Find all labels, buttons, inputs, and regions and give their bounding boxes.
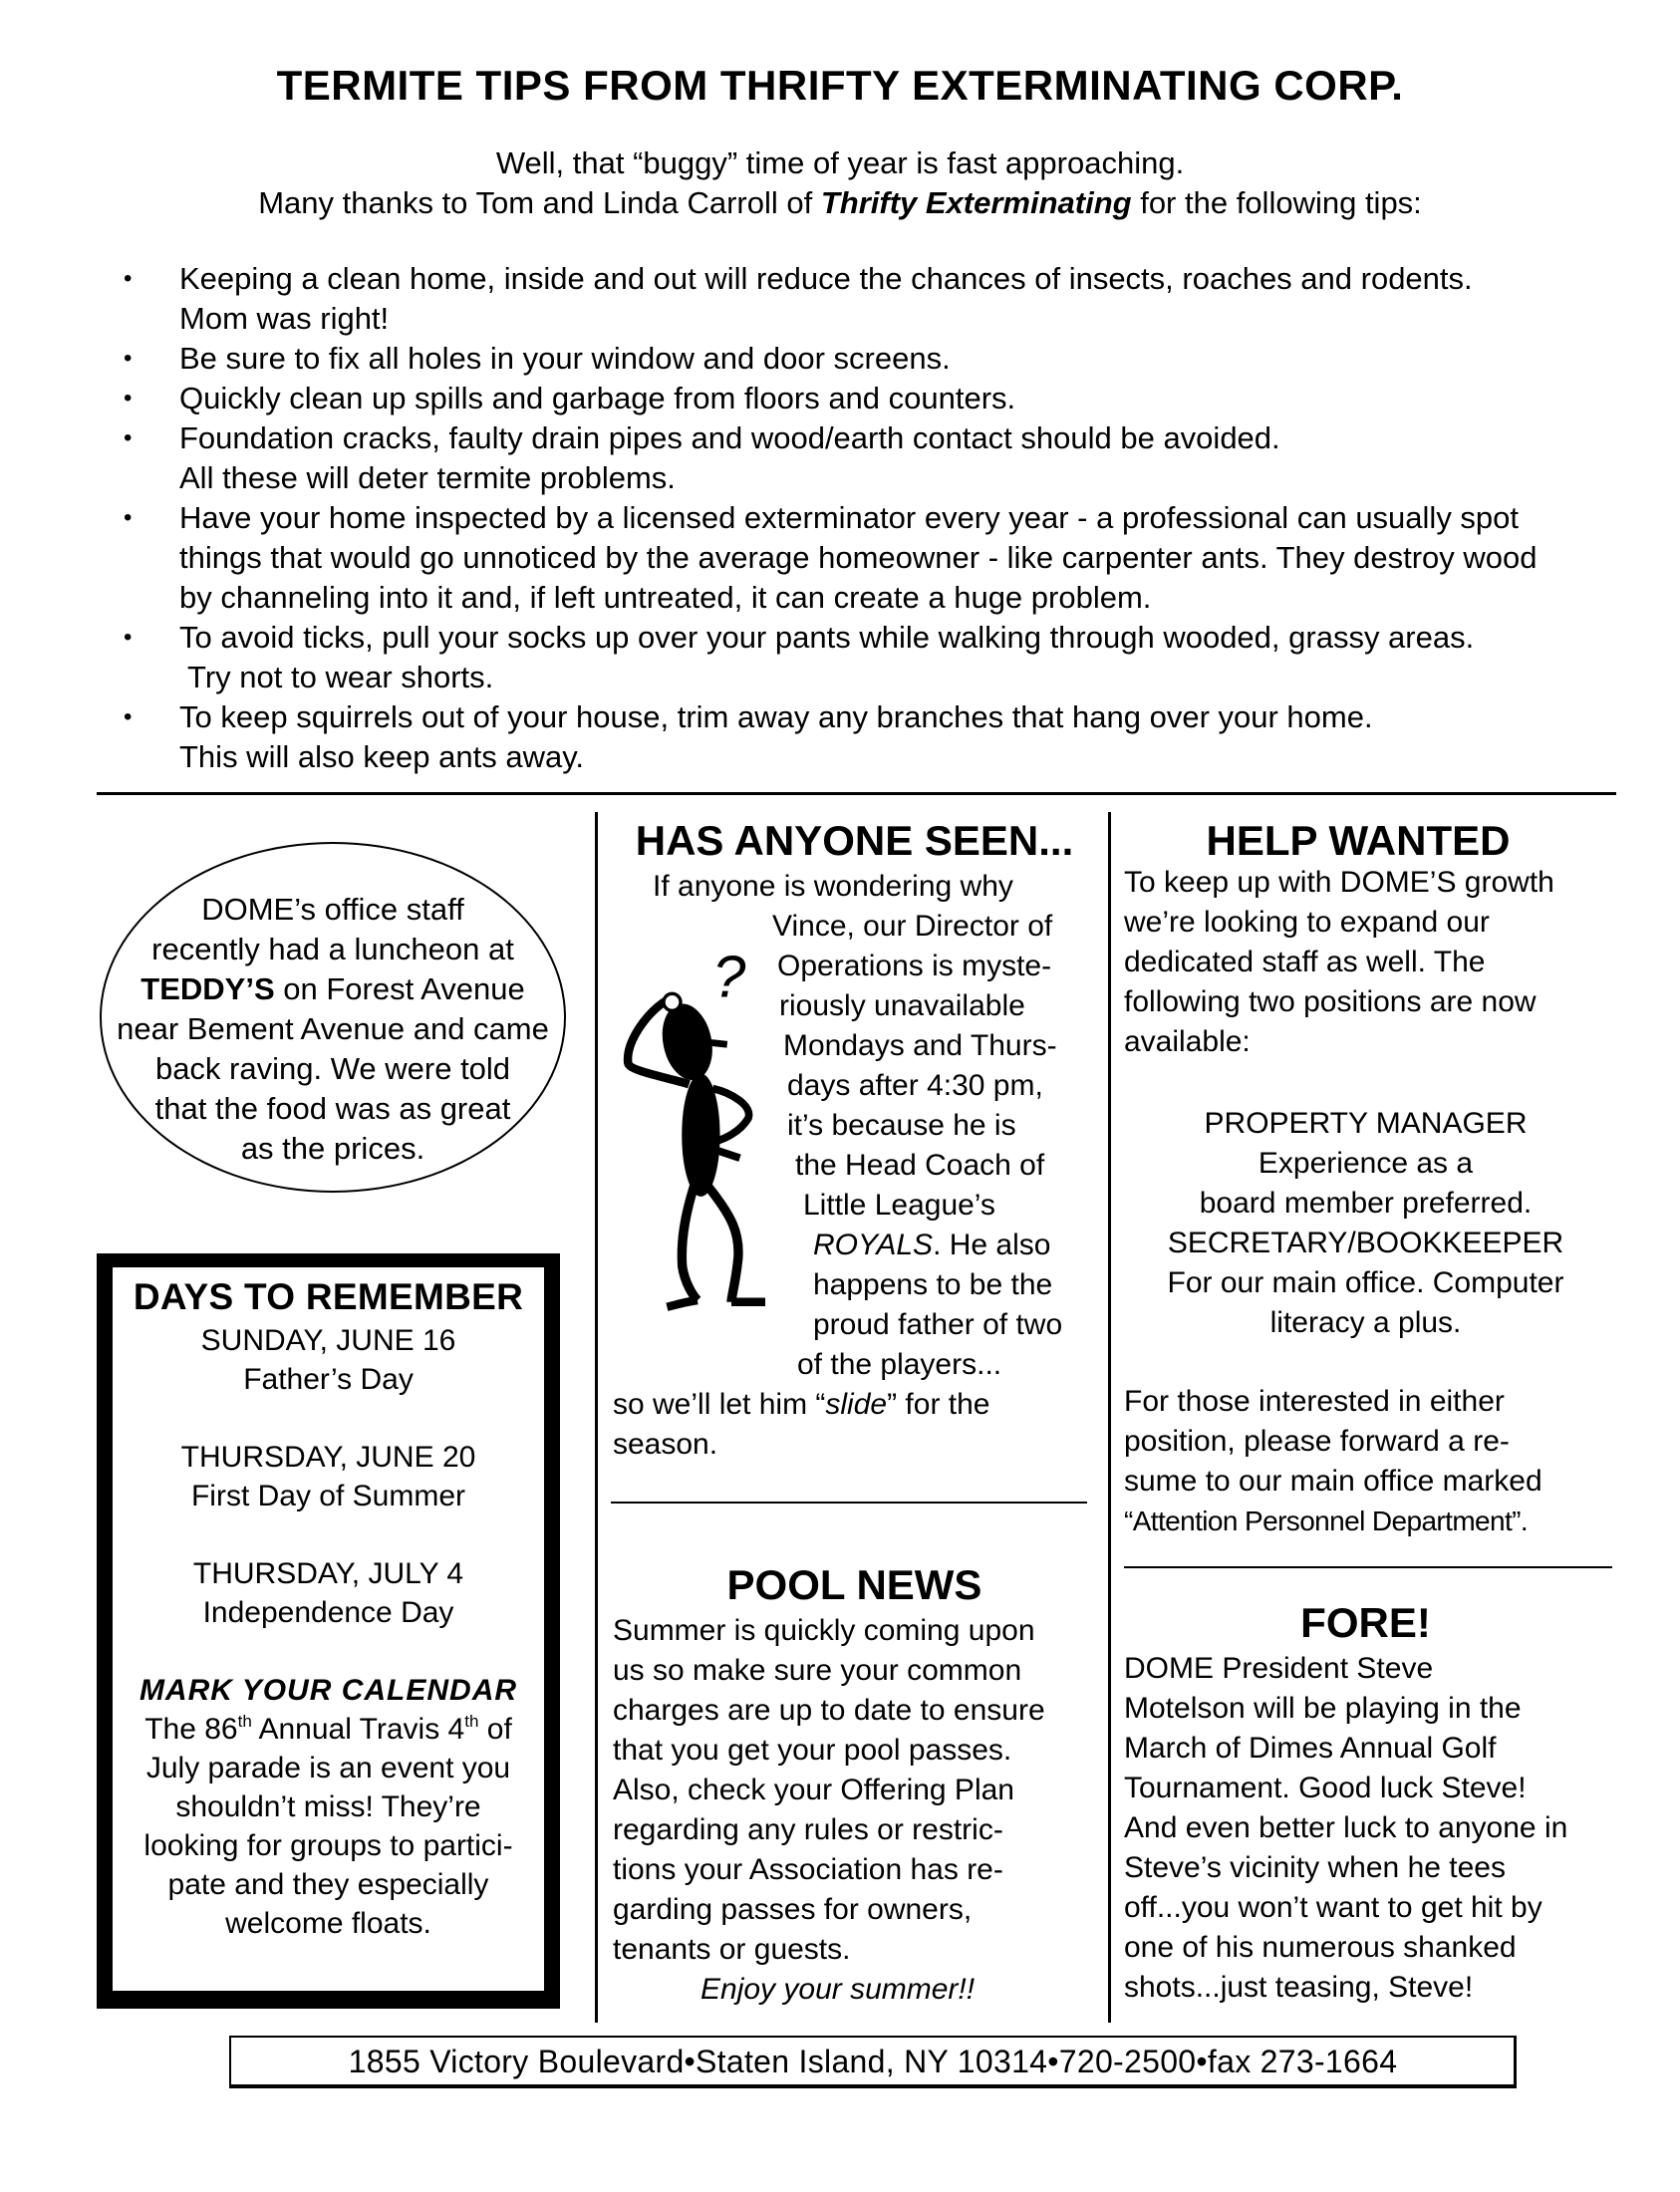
body-line: proud father of two — [813, 1308, 1063, 1341]
teddys-line: DOME’s office staff — [201, 892, 464, 927]
position-desc: board member preferred. — [1199, 1187, 1533, 1220]
section-divider — [611, 1502, 1087, 1504]
body-line: Mondays and Thurs- — [783, 1029, 1057, 1062]
body-line: Operations is myste- — [777, 950, 1052, 982]
tip-line: To avoid ticks, pull your socks up over your pants while walking through wooded, grassy areas. — [179, 620, 1475, 655]
event-date: THURSDAY, JULY 4 — [192, 1557, 464, 1590]
tip-line: All these will deter termite problems. — [179, 460, 676, 495]
footer-address: 1855 Victory Boulevard•Staten Island, NY 10314•720-2500•fax 273-1664 — [348, 2044, 1398, 2079]
bullet-icon: • — [124, 424, 133, 451]
body-line — [608, 1226, 1106, 1265]
body-line — [608, 1385, 1106, 1425]
body-line: season. — [613, 1428, 718, 1461]
fore-body — [1124, 1649, 1662, 2008]
tip-line: Quickly clean up spills and garbage from floors and counters. — [179, 381, 1016, 415]
column-divider-right — [1108, 812, 1111, 2023]
body-line: garding passes for owners, — [613, 1893, 973, 1926]
column-divider-left — [595, 812, 598, 2023]
position-desc: For our main office. Computer — [1167, 1266, 1564, 1299]
body-line: off...you won’t want to get hit by — [1124, 1891, 1542, 1924]
body-line: regarding any rules or restric- — [613, 1813, 1003, 1846]
bullet-icon: • — [124, 624, 133, 651]
tip-item — [110, 339, 1664, 379]
body-line: riously unavailable — [779, 989, 1025, 1022]
body-line: To keep up with DOME’S growth — [1124, 866, 1554, 899]
body-line: For those interested in either — [1124, 1385, 1505, 1418]
closing-line: Enjoy your summer!! — [700, 1973, 976, 2006]
restaurant-name: TEDDY’S — [140, 971, 275, 1006]
body-text: ” for the — [887, 1388, 990, 1421]
subtitle-text: Many thanks to Tom and Linda Carroll of — [258, 185, 821, 220]
position-desc: Experience as a — [1258, 1147, 1474, 1180]
question-mark-icon: ? — [712, 943, 746, 1010]
section-divider — [97, 792, 1616, 795]
body-line: If anyone is wondering why — [653, 870, 1013, 903]
days-heading: DAYS TO REMEMBER — [133, 1276, 524, 1317]
tip-item — [110, 259, 1664, 339]
tip-line: Be sure to fix all holes in your window and door screens. — [179, 341, 951, 376]
mark-line: July parade is an event you — [145, 1752, 511, 1784]
body-line: that you get your pool passes. — [613, 1734, 1012, 1767]
tip-line: This will also keep ants away. — [179, 739, 585, 774]
mark-line — [113, 1710, 544, 1749]
body-text: so we’ll let him “ — [613, 1388, 826, 1421]
body-line: position, please forward a re- — [1124, 1425, 1510, 1458]
mark-line: pate and they especially — [167, 1868, 489, 1901]
event-name: First Day of Summer — [190, 1480, 466, 1512]
body-line: charges are up to date to ensure — [613, 1694, 1045, 1727]
body-line: following two positions are now — [1124, 985, 1537, 1018]
mark-calendar-heading: MARK YOUR CALENDAR — [139, 1674, 518, 1707]
teddys-line — [100, 969, 566, 1009]
body-line: shots...just teasing, Steve! — [1124, 1971, 1474, 2004]
section-divider — [1124, 1566, 1612, 1568]
teddys-line-rest: on Forest Avenue — [274, 971, 525, 1006]
body-line: Tournament. Good luck Steve! — [1124, 1772, 1527, 1804]
page-title: TERMITE TIPS FROM THRIFTY EXTERMINATING CORP. — [276, 62, 1404, 109]
ordinal-suffix: th — [237, 1712, 252, 1731]
tip-line: To keep squirrels out of your house, trim away any branches that hang over your home. — [179, 699, 1373, 734]
body-line: “Attention Personnel Department”. — [1124, 1506, 1529, 1536]
help-wanted-apply — [1124, 1382, 1642, 1541]
body-line: And even better luck to anyone in — [1124, 1811, 1568, 1844]
event-date: SUNDAY, JUNE 16 — [200, 1324, 456, 1357]
help-wanted-positions — [1114, 1104, 1617, 1343]
tip-item — [110, 618, 1664, 697]
tip-line: Keeping a clean home, inside and out will reduce the chances of insects, roaches and rodents. — [179, 261, 1473, 296]
event-name: Father’s Day — [243, 1363, 414, 1396]
body-line: it’s because he is — [787, 1109, 1016, 1142]
subtitle-text: for the following tips: — [1131, 185, 1422, 220]
body-line: tions your Association has re- — [613, 1853, 1003, 1886]
emph-word: slide — [825, 1388, 888, 1421]
event-name: Independence Day — [202, 1596, 454, 1629]
body-line: happens to be the — [813, 1268, 1053, 1301]
body-line: tenants or guests. — [613, 1933, 851, 1966]
tip-line: Mom was right! — [179, 301, 390, 336]
body-line: one of his numerous shanked — [1124, 1931, 1517, 1964]
body-line: of the players... — [797, 1348, 1002, 1381]
body-line: March of Dimes Annual Golf — [1124, 1732, 1497, 1765]
help-wanted-heading: HELP WANTED — [1206, 817, 1511, 864]
body-line: available: — [1124, 1025, 1251, 1058]
body-line: we’re looking to expand our — [1124, 906, 1490, 939]
teddys-line: as the prices. — [240, 1131, 425, 1166]
tip-item — [110, 379, 1664, 418]
body-line: Also, check your Offering Plan — [613, 1774, 1014, 1806]
tip-line: by channeling into it and, if left untreated, it can create a huge problem. — [179, 580, 1152, 615]
body-line: Vince, our Director of — [772, 910, 1053, 943]
fore-heading: FORE! — [1300, 1599, 1431, 1646]
teddys-line: near Bement Avenue and came — [117, 1011, 549, 1046]
body-line: sume to our main office marked — [1124, 1465, 1542, 1498]
team-name: ROYALS — [813, 1229, 934, 1261]
position-desc: literacy a plus. — [1269, 1306, 1462, 1339]
body-line: Summer is quickly coming upon — [613, 1614, 1035, 1647]
body-text: . He also — [933, 1229, 1051, 1261]
mark-text: of — [478, 1713, 512, 1746]
has-anyone-seen-body — [608, 867, 1106, 1465]
body-line: the Head Coach of — [795, 1149, 1045, 1182]
teddys-text — [100, 890, 566, 1169]
teddys-line: that the food was as great — [154, 1091, 511, 1126]
mark-text: The 86 — [144, 1713, 238, 1746]
bullet-icon: • — [124, 504, 133, 531]
tip-item — [110, 418, 1664, 498]
bullet-icon: • — [124, 703, 133, 730]
bullet-icon: • — [124, 385, 133, 411]
help-wanted-intro — [1124, 863, 1642, 1062]
teddys-line: recently had a luncheon at — [151, 932, 514, 966]
body-line: DOME President Steve — [1124, 1652, 1434, 1685]
pool-news-body — [613, 1611, 1106, 2010]
body-line: Motelson will be playing in the — [1124, 1692, 1522, 1725]
has-anyone-seen-heading: HAS ANYONE SEEN... — [635, 817, 1074, 864]
tip-line: things that would go unnoticed by the average homeowner - like carpenter ants. They destroy wood — [179, 540, 1538, 575]
mark-text: Annual Travis 4 — [251, 1713, 465, 1746]
body-line: days after 4:30 pm, — [787, 1069, 1043, 1102]
subtitle-line-2 — [0, 183, 1680, 223]
tip-line: Have your home inspected by a licensed exterminator every year - a professional can usually spot — [179, 500, 1520, 535]
company-name: Thrifty Exterminating — [820, 185, 1132, 220]
position-title: PROPERTY MANAGER — [1204, 1107, 1528, 1140]
pool-news-heading: POOL NEWS — [726, 1561, 982, 1608]
days-to-remember-content — [113, 1273, 544, 1943]
position-title: SECRETARY/BOOKKEEPER — [1167, 1227, 1564, 1259]
bullet-icon: • — [124, 265, 133, 292]
tip-line: Try not to wear shorts. — [179, 660, 494, 694]
ordinal-suffix: th — [464, 1712, 479, 1731]
body-line: Little League’s — [803, 1189, 995, 1222]
teddys-line: back raving. We were told — [154, 1051, 511, 1086]
tips-list — [110, 259, 1664, 777]
body-line: Steve’s vicinity when he tees — [1124, 1851, 1506, 1884]
bullet-icon: • — [124, 345, 133, 372]
body-line: dedicated staff as well. The — [1124, 946, 1486, 978]
mark-line: shouldn’t miss! They’re — [175, 1790, 481, 1823]
tip-item — [110, 697, 1664, 777]
body-line: us so make sure your common — [613, 1654, 1022, 1687]
event-date: THURSDAY, JUNE 20 — [180, 1441, 476, 1474]
mark-line: welcome floats. — [225, 1907, 431, 1940]
subtitle-line-1: Well, that “buggy” time of year is fast approaching. — [495, 145, 1185, 180]
tip-line: Foundation cracks, faulty drain pipes and wood/earth contact should be avoided. — [179, 420, 1280, 455]
mark-line: looking for groups to partici- — [143, 1829, 513, 1862]
tip-item — [110, 498, 1664, 618]
